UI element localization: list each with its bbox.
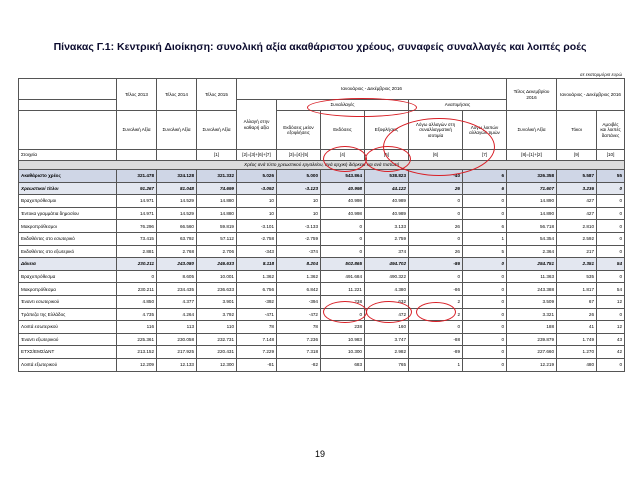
row-label: Μακροπρόθεσμα [19,283,117,296]
cell-value: 472 [365,308,409,321]
header-c3: [3]=[4]-[5] [277,150,321,161]
cell-value: 10.300 [321,346,365,359]
cell-value: -392 [237,295,277,308]
cell-value: 73.415 [117,232,157,245]
cell-value: 236.633 [197,283,237,296]
header-repayments: Εξοφλήσεις [365,111,409,150]
cell-value: 4.850 [117,295,157,308]
cell-value: 0 [597,358,625,371]
cell-value: 42 [597,346,625,359]
cell-value: 238 [321,295,365,308]
cell-value: 232.731 [197,333,237,346]
cell-value: 14.880 [197,207,237,220]
cell-value: -81 [237,358,277,371]
header-blank-3 [19,111,117,150]
cell-value: 0 [463,358,507,371]
table-row [19,220,625,233]
cell-value: 227.660 [507,346,557,359]
cell-value: 0 [409,232,463,245]
cell-value: 78 [237,321,277,334]
cell-value: 225.361 [117,333,157,346]
cell-value: 0 [597,207,625,220]
table-row [19,358,625,371]
cell-value: 11.363 [507,270,557,283]
cell-value: 12.300 [197,358,237,371]
cell-value: -472 [277,308,321,321]
cell-value: 188 [507,321,557,334]
row-label: Λοιπά εξωτερικού [19,358,117,371]
cell-value: 632 [365,295,409,308]
header-items: Στοιχεία [19,150,117,161]
header-c7: [7] [463,150,507,161]
row-label: Ακαθάριστο χρέος [19,170,117,183]
cell-value: 10 [237,195,277,208]
cell-value: 502.865 [321,258,365,271]
cell-value: 40.989 [365,207,409,220]
row-label: Εκδοθέντες στο εξωτερικό [19,245,117,258]
cell-value: 0 [597,232,625,245]
header-c2: [2]=[3]+[6]+[7] [237,150,277,161]
cell-value: 44.122 [365,182,409,195]
cell-value: -89 [409,346,463,359]
cell-value: 4.380 [365,283,409,296]
cell-value: 7.318 [277,346,321,359]
table-row [19,308,625,321]
header-revaluations: Αναπιμήσεις [409,100,507,111]
cell-value: 535 [557,270,597,283]
cell-value: 10.001 [197,270,237,283]
cell-value: 2.768 [157,245,197,258]
cell-value: 54.354 [507,232,557,245]
cell-value: 230.058 [157,333,197,346]
cell-value: 40.998 [321,182,365,195]
cell-value: 14.529 [157,207,197,220]
table-row [19,321,625,334]
table-row [19,346,625,359]
cell-value: -3.123 [277,182,321,195]
header-c1: [1] [197,150,237,161]
row-label: Λοιπά εσωτερικού [19,321,117,334]
cell-value: 321.478 [117,170,157,183]
row-label: Δάνεια [19,258,117,271]
cell-value: 14.880 [197,195,237,208]
row-label: Έναντι εσωτερικού [19,295,117,308]
cell-value: 3.133 [365,220,409,233]
cell-value: 0 [409,195,463,208]
cell-value: 41 [557,321,597,334]
cell-value: 7.229 [237,346,277,359]
cell-value: 0 [463,207,507,220]
table-row [19,182,625,195]
header-2014: Τέλος 2014 [157,79,197,111]
debt-table [18,78,625,372]
row-label: Τράπεζα της Ελλάδος [19,308,117,321]
header-c4: [4] [321,150,365,161]
cell-value: 2.351 [557,258,597,271]
cell-value: 6 [463,220,507,233]
cell-value: 10.983 [321,333,365,346]
cell-value: 12 [597,321,625,334]
cell-value: 14.971 [117,195,157,208]
header-total-2013: Συνολική Αξία [117,111,157,150]
cell-value: 40.998 [321,195,365,208]
cell-value: 57.112 [197,232,237,245]
cell-value: 8.118 [237,258,277,271]
cell-value: 14.890 [507,195,557,208]
cell-value: 2 [409,295,463,308]
cell-value: 12.209 [117,358,157,371]
table-body [19,170,625,372]
header-other-price: Λόγω λοιπών αλλαγών τιμών [463,111,507,150]
cell-value: 0 [463,283,507,296]
cell-value: -394 [277,295,321,308]
cell-value: 71.607 [507,182,557,195]
cell-value: 0 [463,346,507,359]
cell-value: 14.971 [117,207,157,220]
cell-value: 0 [409,207,463,220]
cell-value: 0 [321,232,365,245]
cell-value: 230.211 [117,283,157,296]
cell-value: 427 [557,207,597,220]
cell-value: 4.264 [157,308,197,321]
cell-value: -343 [237,245,277,258]
cell-value: 8.204 [277,258,321,271]
cell-value: 0 [321,308,365,321]
cell-value: 427 [557,195,597,208]
table-row [19,232,625,245]
cell-value: 0 [321,245,365,258]
cell-value: 7.148 [237,333,277,346]
header-c8: [8]=[1]+[2] [507,150,557,161]
table-row [19,258,625,271]
cell-value: 238 [321,321,365,334]
cell-value: 7.236 [277,333,321,346]
cell-value: 2 [409,308,463,321]
row-label: Βραχυπρόθεσμα [19,270,117,283]
cell-value: 0 [409,270,463,283]
cell-value: 14.529 [157,195,197,208]
cell-value: 76.296 [117,220,157,233]
cell-value: 0 [409,321,463,334]
cell-value: 3.901 [197,295,237,308]
cell-value: 3.747 [365,333,409,346]
cell-value: 3.236 [557,182,597,195]
cell-value: 54 [597,283,625,296]
row-label: Χρεωστικοί τίτλοι [19,182,117,195]
cell-value: 246.633 [197,258,237,271]
cell-value: 0 [597,220,625,233]
table-row [19,195,625,208]
header-interest: Τόκοι [557,111,597,150]
cell-value: 1.749 [557,333,597,346]
cell-value: 480 [557,358,597,371]
cell-value: 56.718 [507,220,557,233]
table-row [19,333,625,346]
cell-value: 491.684 [321,270,365,283]
table-row [19,245,625,258]
table-row [19,170,625,183]
cell-value: 12.219 [507,358,557,371]
cell-value: 67 [557,295,597,308]
cell-value: 0 [463,333,507,346]
row-label: Εκδοθέντες στο εσωτερικό [19,232,117,245]
cell-value: 1 [409,358,463,371]
cell-value: 2.982 [365,346,409,359]
cell-value: 6.842 [277,283,321,296]
row-label: Έναντι εξωτερικού [19,333,117,346]
cell-value: 543.864 [321,170,365,183]
cell-value: 3.321 [507,308,557,321]
cell-value: 4.735 [117,308,157,321]
cell-value: 160 [365,321,409,334]
cell-value: 0 [463,295,507,308]
cell-value: 12.133 [157,358,197,371]
cell-value: 0 [463,258,507,271]
cell-value: -88 [409,333,463,346]
cell-value: 0 [463,308,507,321]
row-label: Βραχυπρόθεσμοι [19,195,117,208]
unit-label: σε εκατομμύρια ευρώ [579,72,622,77]
header-fx: Λόγω αλλαγών στη συναλλαγματική ισοτιμία [409,111,463,150]
cell-value: -3.092 [237,182,277,195]
table-row [19,295,625,308]
cell-value: 0 [597,245,625,258]
header-net-issues: Εκδόσεις μείον εξοφλήσεις [277,111,321,150]
cell-value: 116 [117,321,157,334]
header-total-2015: Συνολική Αξία [197,111,237,150]
cell-value: 326.358 [507,170,557,183]
cell-value: 494.702 [365,258,409,271]
cell-value: 2.706 [197,245,237,258]
header-transactions: Συναλλαγές [277,100,409,111]
header-period-2016b: Ιανουάριος - Δεκέμβριος 2016 [557,79,625,111]
cell-value: 5 [463,245,507,258]
cell-value: 243.388 [507,283,557,296]
header-col-blank-2 [157,150,197,161]
cell-value: 217.925 [157,346,197,359]
header-c5: [5] [365,150,409,161]
header-total-2016: Συνολική Αξία [507,111,557,150]
cell-value: 0 [597,270,625,283]
cell-value: 59.819 [197,220,237,233]
cell-value: 2.881 [117,245,157,258]
cell-value: 63.792 [157,232,197,245]
cell-value: 324.128 [157,170,197,183]
cell-value: 6 [463,170,507,183]
table-row [19,283,625,296]
header-period-2016: Ιανουάριος - Δεκέμβριος 2016 [237,79,507,100]
cell-value: 78 [277,321,321,334]
cell-value: 5.000 [277,170,321,183]
cell-value: 1.362 [237,270,277,283]
table-row [19,270,625,283]
cell-value: 1.270 [557,346,597,359]
cell-value: -3.101 [237,220,277,233]
cell-value: 8.605 [157,270,197,283]
cell-value: 538.823 [365,170,409,183]
cell-value: 2.592 [557,232,597,245]
cell-value: 110 [197,321,237,334]
cell-value: 3.792 [197,308,237,321]
cell-value: 2.364 [507,245,557,258]
cell-value: 765 [365,358,409,371]
cell-value: 11.221 [321,283,365,296]
cell-value: 40.998 [321,207,365,220]
cell-value: 0 [597,182,625,195]
header-net-change: Αλλαγή στην καθαρή αξία [237,100,277,150]
cell-value: 0 [463,270,507,283]
cell-value: 3.509 [507,295,557,308]
cell-value: 10 [237,207,277,220]
cell-value: 2.759 [365,232,409,245]
row-label: Μακροπρόθεσμοι [19,220,117,233]
cell-value: -86 [409,283,463,296]
cell-value: 43 [597,333,625,346]
page-number: 19 [314,449,325,459]
cell-value: -3.133 [277,220,321,233]
cell-value: 55 [597,170,625,183]
cell-value: 0 [463,321,507,334]
cell-value: 374 [365,245,409,258]
cell-value: 74.699 [197,182,237,195]
header-c9: [9] [557,150,597,161]
cell-value: 14.890 [507,207,557,220]
section-subheader: Χρέος ανά τύπο χρεωστικού εργαλείου, ανά αρχική διάρκεια και ανά πιστωτή [19,161,625,170]
cell-value: 26 [409,220,463,233]
cell-value: -374 [277,245,321,258]
cell-value: 490.322 [365,270,409,283]
row-label: ΕΤΧΣ/ΕΜΣ/ΔΝΤ [19,346,117,359]
cell-value: 5.587 [557,170,597,183]
header-blank [19,79,117,100]
header-2013: Τέλος 2013 [117,79,157,111]
cell-value: 0 [597,308,625,321]
cell-value: 10 [277,207,321,220]
cell-value: -82 [277,358,321,371]
header-c10: [10] [597,150,625,161]
cell-value: -86 [409,258,463,271]
cell-value: 10 [277,195,321,208]
cell-value: 0 [597,195,625,208]
cell-value: 113 [157,321,197,334]
cell-value: 91.267 [117,182,157,195]
table-title: Πίνακας Γ.1: Κεντρική Διοίκηση: συνολική αξία ακαθάριστου χρέους, συναφείς συναλλαγές και λοιπές ροές [53,41,587,53]
cell-value: 1 [463,232,507,245]
header-issues: Εκδόσεις [321,111,365,150]
header-blank-2 [19,100,117,111]
header-col-blank-1 [117,150,157,161]
cell-value: 254.751 [507,258,557,271]
cell-value: -2.759 [277,232,321,245]
header-end-2016: Τέλος Δεκεμβρίου 2016 [507,79,557,111]
cell-value: 243.080 [157,258,197,271]
cell-value: 683 [321,358,365,371]
cell-value: 1.362 [277,270,321,283]
cell-value: 26 [409,182,463,195]
cell-value: 2.810 [557,220,597,233]
cell-value: 6.756 [237,283,277,296]
cell-value: -40 [409,170,463,183]
cell-value: 0 [463,195,507,208]
cell-value: -471 [237,308,277,321]
cell-value: 230.211 [117,258,157,271]
cell-value: 26 [409,245,463,258]
cell-value: 0 [321,220,365,233]
cell-value: 40.989 [365,195,409,208]
row-label: Έντοκα γραμμάτια δημοσίου [19,207,117,220]
header-c6: [6] [409,150,463,161]
cell-value: 0 [117,270,157,283]
cell-value: 5.026 [237,170,277,183]
cell-value: 54 [597,258,625,271]
cell-value: 217 [557,245,597,258]
cell-value: -2.758 [237,232,277,245]
cell-value: 12 [597,295,625,308]
cell-value: 4.377 [157,295,197,308]
header-total-2014: Συνολική Αξία [157,111,197,150]
cell-value: 26 [557,308,597,321]
cell-value: 81.048 [157,182,197,195]
cell-value: 6 [463,182,507,195]
cell-value: 239.879 [507,333,557,346]
cell-value: 220.431 [197,346,237,359]
cell-value: 1.817 [557,283,597,296]
cell-value: 66.560 [157,220,197,233]
cell-value: 213.152 [117,346,157,359]
table-row [19,207,625,220]
cell-value: 234.435 [157,283,197,296]
header-fees: Αμοιβές και λοιπές δαπάνες [597,111,625,150]
header-2015: Τέλος 2015 [197,79,237,111]
cell-value: 321.332 [197,170,237,183]
